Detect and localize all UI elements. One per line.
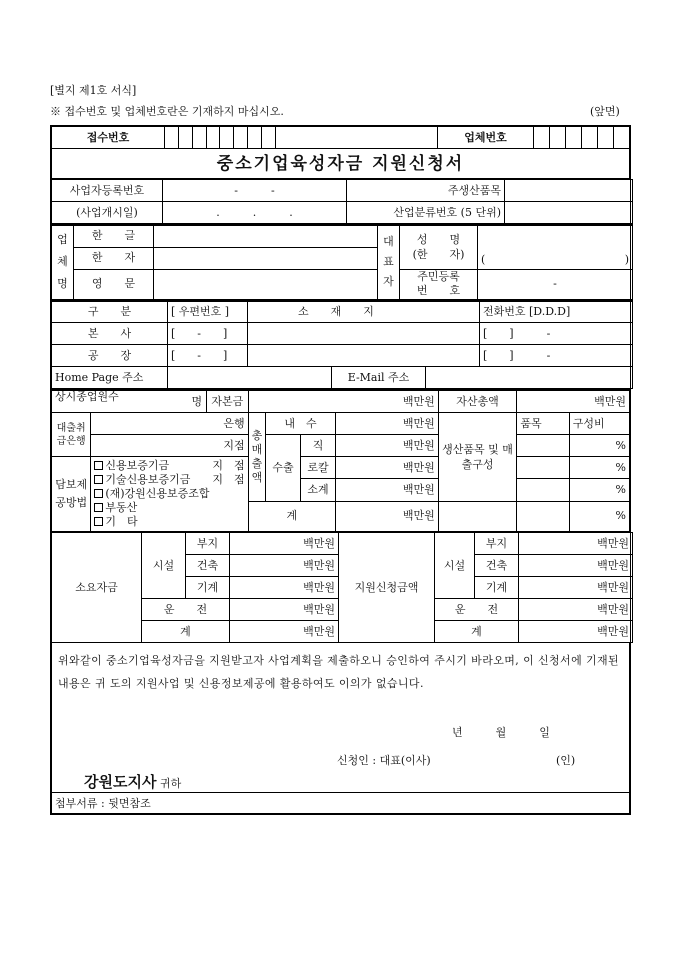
company-english-label: 영 문	[74, 269, 154, 299]
sup-land-input[interactable]: 백만원	[519, 533, 633, 555]
req-machine-input[interactable]: 백만원	[230, 577, 339, 599]
item-input-2[interactable]	[517, 457, 569, 479]
rep-name-input[interactable]	[478, 225, 633, 269]
land-label: 부지	[186, 533, 230, 555]
ratio-input-2[interactable]: %	[569, 457, 629, 479]
total-assets-input[interactable]: 백만원	[517, 390, 630, 413]
operating-label-2: 운 전	[435, 599, 519, 621]
addressee-line	[84, 771, 181, 795]
rep-name-label: 성 명	[416, 233, 461, 247]
address-label: 소 재 지	[248, 301, 480, 323]
notice-text: ※ 접수번호 및 업체번호란은 기재하지 마십시오.	[50, 105, 284, 118]
ratio-input-3[interactable]: %	[569, 479, 629, 501]
seal-mark[interactable]: (인)	[556, 754, 576, 767]
factory-label: 공 장	[52, 345, 168, 367]
collateral-option-2-label: 기술신용보증기금	[105, 473, 191, 486]
item-input-1[interactable]	[517, 435, 569, 457]
receipt-number-box[interactable]	[206, 127, 220, 149]
facility-label-2: 시설	[435, 533, 475, 599]
product-composition-label: 생산품목 및 매출구성	[438, 413, 517, 502]
employees-unit: 명	[191, 395, 203, 408]
open-date-label: (사업개시일)	[52, 202, 163, 224]
financial-section	[51, 389, 630, 532]
sup-operating-input[interactable]: 백만원	[519, 599, 633, 621]
open-date-input[interactable]: . . .	[163, 202, 347, 224]
domestic-input[interactable]: 백만원	[335, 413, 438, 435]
facility-label: 시설	[142, 533, 186, 599]
attachments-note: 첨부서류 : 뒷면참조	[51, 793, 630, 814]
email-label: E-Mail 주소	[332, 367, 426, 388]
rep-rrn-label-cell	[400, 269, 478, 299]
land-label-2: 부지	[475, 533, 519, 555]
checkbox[interactable]	[94, 503, 103, 512]
rep-hanja-label: (한 자)	[412, 248, 465, 262]
collateral-option-5[interactable]	[94, 515, 244, 529]
company-number-box[interactable]	[597, 127, 613, 149]
capital-input[interactable]: 백만원	[248, 390, 438, 413]
req-land-input[interactable]: 백만원	[230, 533, 339, 555]
requested-funds-label: 지원신청금액	[339, 533, 435, 643]
local-export-label: 로칼	[301, 457, 336, 479]
main-product-label: 주생산품목	[347, 180, 505, 202]
rep-rrn-label-2: 번 호	[416, 284, 461, 297]
employees-text: 상시종업원수	[55, 390, 119, 403]
collateral-label: 담보제공방법	[52, 457, 91, 532]
company-english-input[interactable]	[154, 269, 378, 299]
req-operating-input[interactable]: 백만원	[230, 599, 339, 621]
ratio-input-4[interactable]: %	[569, 501, 629, 531]
head-office-zip-input[interactable]: [ - ]	[168, 323, 248, 345]
date-line[interactable]: 년 월 일	[452, 726, 550, 739]
receipt-number-box[interactable]	[192, 127, 206, 149]
req-total-input[interactable]: 백만원	[230, 621, 339, 643]
form-title: 중소기업육성자금 지원신청서	[52, 149, 630, 179]
ratio-label: 구성비	[569, 413, 629, 435]
zip-label: [ 우편번호 ]	[168, 301, 248, 323]
direct-export-input[interactable]: 백만원	[335, 435, 438, 457]
sup-building-input[interactable]: 백만원	[519, 555, 633, 577]
building-label: 건축	[186, 555, 230, 577]
factory-phone-input[interactable]: [ ] -	[480, 345, 633, 367]
receipt-number-box[interactable]	[220, 127, 234, 149]
collateral-option-3[interactable]	[94, 487, 244, 501]
declaration-text: 위와같이 중소기업육성자금을 지원받고자 사업계획을 제출하오니 승인하여 주시기 바라오며, 이 신청서에 기재된 내용은 귀 도의 지원사업 및 신용정보제공에 활용하여도 이의가 없습니다.	[58, 654, 620, 690]
subtotal-export-label: 소계	[301, 479, 336, 501]
company-number-box[interactable]	[581, 127, 597, 149]
collateral-option-5-label: 기 타	[105, 515, 138, 528]
rep-hanja-paren-open: (	[481, 252, 486, 266]
subtotal-export-input[interactable]: 백만원	[335, 479, 438, 501]
employees-label	[52, 390, 207, 413]
declaration-block	[51, 643, 630, 793]
checkbox[interactable]	[94, 475, 103, 484]
checkbox[interactable]	[94, 461, 103, 470]
blank-cell	[438, 501, 517, 531]
company-number-box[interactable]	[565, 127, 581, 149]
branch-label-1: 지 점	[212, 459, 245, 472]
location-section	[51, 300, 633, 390]
receipt-number-box[interactable]	[262, 127, 276, 149]
collateral-option-3-label: (재)강원신용보증조합	[105, 487, 210, 500]
company-korean-input[interactable]	[154, 225, 378, 247]
form-number-label: [별지 제1호 서식]	[50, 84, 137, 97]
item-label: 품목	[517, 413, 569, 435]
addressee-honorific: 귀하	[159, 777, 182, 790]
funds-total-label-2: 계	[435, 621, 519, 643]
email-cell	[332, 367, 633, 389]
phone-label: 전화번호 [D.D.D]	[480, 301, 633, 323]
company-hanja-input[interactable]	[154, 247, 378, 269]
ratio-input-1[interactable]: %	[569, 435, 629, 457]
collateral-option-4-label: 부동산	[105, 501, 138, 514]
collateral-option-4[interactable]	[94, 501, 244, 515]
item-input-3[interactable]	[517, 479, 569, 501]
company-number-label: 업체번호	[438, 127, 534, 149]
checkbox[interactable]	[94, 489, 103, 498]
addressee: 강원도지사	[84, 773, 157, 791]
factory-zip-input[interactable]: [ - ]	[168, 345, 248, 367]
funds-total-label: 계	[142, 621, 230, 643]
main-product-input[interactable]	[505, 180, 633, 202]
industry-code-input[interactable]	[505, 202, 633, 224]
business-info-section	[51, 179, 633, 224]
sup-total-input[interactable]: 백만원	[519, 621, 633, 643]
company-number-box[interactable]	[533, 127, 549, 149]
receipt-row	[51, 126, 630, 179]
homepage-label: Home Page 주소	[52, 367, 168, 389]
head-office-label: 본 사	[52, 323, 168, 345]
business-reg-input[interactable]: - -	[163, 180, 347, 202]
location-category-label: 구 분	[52, 301, 168, 323]
company-hanja-label: 한 자	[74, 247, 154, 269]
req-building-input[interactable]: 백만원	[230, 555, 339, 577]
sup-machine-input[interactable]: 백만원	[519, 577, 633, 599]
application-form	[50, 125, 631, 815]
head-office-phone-input[interactable]: [ ] -	[480, 323, 633, 345]
blank-cell	[275, 127, 437, 149]
company-number-box[interactable]	[549, 127, 565, 149]
company-korean-label: 한 글	[74, 225, 154, 247]
required-funds-label: 소요자금	[52, 533, 142, 643]
total-assets-label: 자산총액	[438, 390, 517, 413]
collateral-option-2[interactable]	[94, 473, 244, 487]
rep-hanja-paren-close: )	[624, 252, 629, 266]
receipt-number-label: 접수번호	[52, 127, 165, 149]
checkbox[interactable]	[94, 517, 103, 526]
branch-label-2: 지 점	[212, 473, 245, 486]
page-side-label: (앞면)	[590, 105, 620, 118]
factory-address-input[interactable]	[248, 345, 480, 367]
machine-label: 기계	[186, 577, 230, 599]
receipt-number-box[interactable]	[165, 127, 179, 149]
sales-total-input[interactable]: 백만원	[335, 501, 438, 531]
funds-section	[51, 532, 633, 643]
receipt-number-box[interactable]	[234, 127, 248, 149]
collateral-options	[91, 457, 248, 532]
company-number-box[interactable]	[613, 127, 629, 149]
homepage-input[interactable]	[168, 367, 332, 389]
rep-rrn-input[interactable]: -	[478, 269, 633, 299]
domestic-label: 내 수	[266, 413, 336, 435]
total-sales-label: 총매출액	[248, 413, 265, 502]
export-label: 수출	[266, 435, 301, 502]
company-name-section	[51, 224, 633, 300]
local-export-input[interactable]: 백만원	[335, 457, 438, 479]
operating-label: 운 전	[142, 599, 230, 621]
machine-label-2: 기계	[475, 577, 519, 599]
industry-code-label: 산업분류번호 (5 단위)	[347, 202, 505, 224]
head-office-address-input[interactable]	[248, 323, 480, 345]
item-input-4[interactable]	[517, 501, 569, 531]
applicant-label: 신청인 : 대표(이사)	[337, 754, 431, 767]
business-reg-label: 사업자등록번호	[52, 180, 163, 202]
loan-branch-input[interactable]: 지점	[91, 435, 248, 457]
company-name-label: 업체명	[52, 225, 74, 299]
building-label-2: 건축	[475, 555, 519, 577]
loan-bank-input[interactable]: 은행	[91, 413, 248, 435]
collateral-option-1-label: 신용보증기금	[105, 459, 170, 472]
capital-label: 자본금	[207, 390, 249, 413]
direct-export-label: 직	[301, 435, 336, 457]
receipt-number-box[interactable]	[178, 127, 192, 149]
sales-total-label: 계	[248, 501, 335, 531]
rep-name-label-cell	[400, 225, 478, 269]
rep-rrn-label: 주민등록	[417, 270, 460, 283]
representative-label: 대표자	[378, 225, 400, 299]
loan-bank-label: 대출취급은행	[52, 413, 91, 457]
collateral-option-1[interactable]	[94, 459, 244, 473]
receipt-number-box[interactable]	[248, 127, 262, 149]
